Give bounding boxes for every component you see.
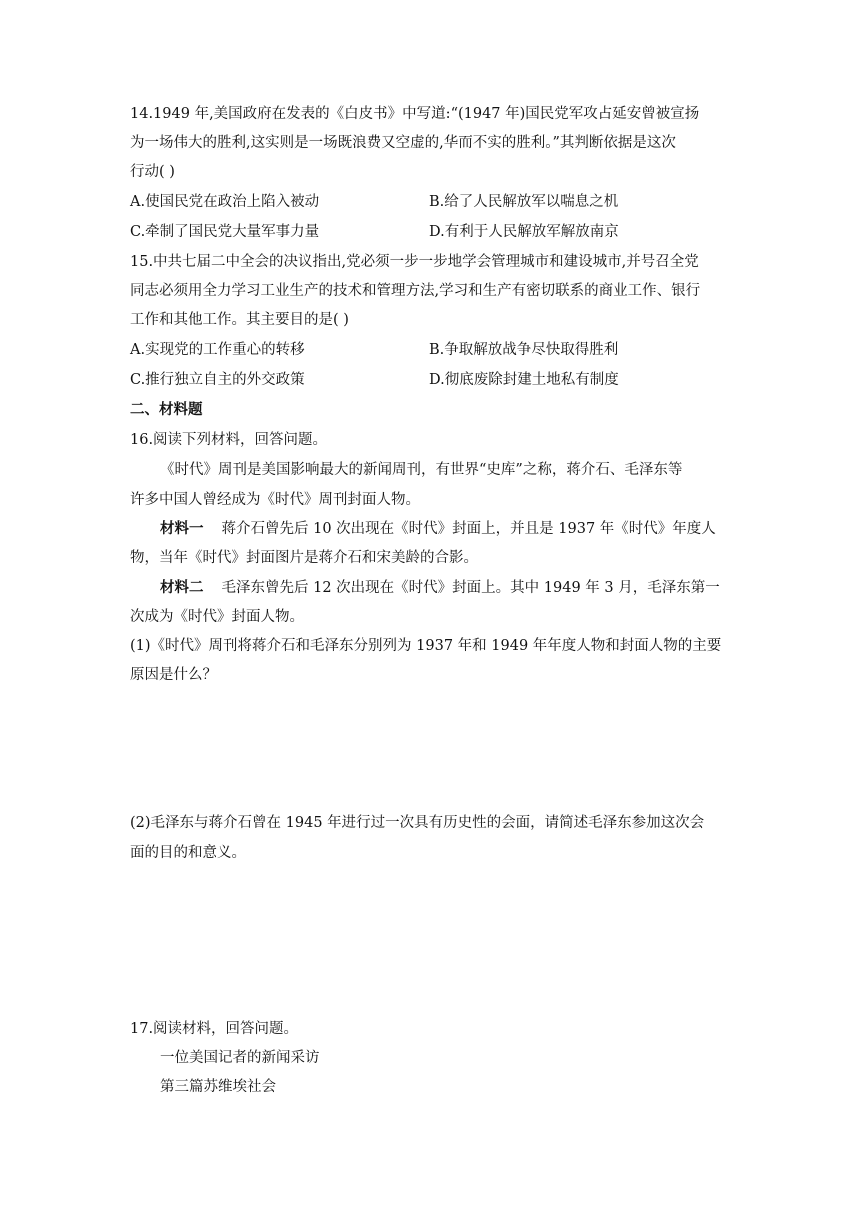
q15-option-b: B.争取解放战争尽快取得胜利 bbox=[429, 342, 619, 358]
q16-sub2-line-2: 面的目的和意义。 bbox=[130, 845, 246, 861]
q17-line-1: 一位美国记者的新闻采访 bbox=[160, 1050, 320, 1066]
q17-line-2: 第三篇苏维埃社会 bbox=[160, 1079, 276, 1095]
q16-intro-line-2: 许多中国人曾经成为《时代》周刊封面人物。 bbox=[130, 492, 420, 508]
q14-options-row-1 bbox=[130, 192, 730, 212]
q17-stem: 17.阅读材料，回答问题。 bbox=[130, 1021, 299, 1037]
material2-text-1: 毛泽东曾先后 12 次出现在《时代》封面上。其中 1949 年 3 月，毛泽东第一 bbox=[221, 580, 720, 596]
material1-text-1: 蒋介石曾先后 10 次出现在《时代》封面上，并且是 1937 年《时代》年度人 bbox=[221, 521, 716, 537]
material1-label: 材料一 bbox=[160, 520, 204, 537]
q16-stem: 16.阅读下列材料，回答问题。 bbox=[130, 432, 328, 448]
q14-option-c: C.牵制了国民党大量军事力量 bbox=[130, 224, 320, 240]
section-heading: 二、材料题 bbox=[130, 401, 203, 418]
q14-stem-line-3: 行动( ) bbox=[130, 164, 175, 180]
q15-stem-line-1: 15.中共七届二中全会的决议指出,党必须一步一步地学会管理城市和建设城市,并号召全党 bbox=[130, 254, 699, 270]
q16-sub2-line-1: (2)毛泽东与蒋介石曾在 1945 年进行过一次具有历史性的会面，请简述毛泽东参加这次会 bbox=[130, 815, 705, 831]
q16-material1-line-2: 物，当年《时代》封面图片是蒋介石和宋美龄的合影。 bbox=[130, 550, 478, 566]
q14-stem-line-2: 为一场伟大的胜利,这实则是一场既浪费又空虚的,华而不实的胜利。”其判断依据是这次 bbox=[130, 135, 676, 151]
q15-options-row-2 bbox=[130, 370, 730, 390]
q16-material2-line-1 bbox=[160, 578, 720, 598]
q15-option-a: A.实现党的工作重心的转移 bbox=[130, 342, 305, 358]
q14-option-a: A.使国民党在政治上陷入被动 bbox=[130, 194, 320, 210]
q16-intro-line-1: 《时代》周刊是美国影响最大的新闻周刊，有世界“史库”之称，蒋介石、毛泽东等 bbox=[160, 462, 683, 478]
q15-option-c: C.推行独立自主的外交政策 bbox=[130, 372, 305, 388]
q15-option-d: D.彻底废除封建土地私有制度 bbox=[429, 372, 619, 388]
q14-option-d: D.有利于人民解放军解放南京 bbox=[429, 224, 619, 240]
q14-option-b: B.给了人民解放军以喘息之机 bbox=[429, 194, 619, 210]
q15-stem-line-3: 工作和其他工作。其主要目的是( ) bbox=[130, 312, 349, 328]
q15-options-row-1 bbox=[130, 340, 730, 360]
material2-label: 材料二 bbox=[160, 579, 204, 596]
q14-options-row-2 bbox=[130, 222, 730, 242]
q15-stem-line-2: 同志必须用全力学习工业生产的技术和管理方法,学习和生产有密切联系的商业工作、银行 bbox=[130, 283, 701, 299]
q16-sub1-line-1: (1)《时代》周刊将蒋介石和毛泽东分别列为 1937 年和 1949 年年度人物和封面人物的主要 bbox=[130, 638, 722, 654]
q16-material2-line-2: 次成为《时代》封面人物。 bbox=[130, 609, 304, 625]
q14-stem-line-1: 14.1949 年,美国政府在发表的《白皮书》中写道:“(1947 年)国民党军攻占延安曾被宣扬 bbox=[130, 106, 700, 122]
q16-material1-line-1 bbox=[160, 519, 716, 539]
q16-sub1-line-2: 原因是什么？ bbox=[130, 667, 217, 683]
